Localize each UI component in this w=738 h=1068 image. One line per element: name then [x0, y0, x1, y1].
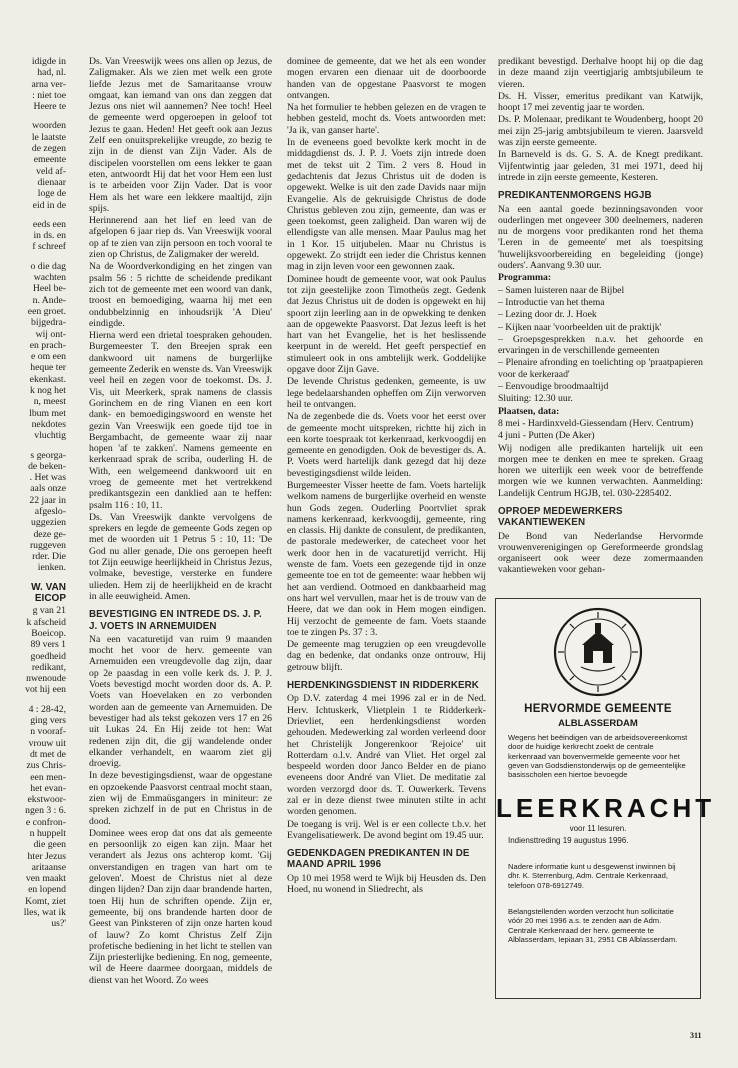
article-paragraph: Na het formulier te hebben gelezen en de vragen te hebben gesteld, mocht ds. Voets antwoorden met: 'Ja ik, van ganser harte'.: [287, 102, 486, 136]
article-paragraph: Herinnerend aan het lief en leed van de afgelopen 6 jaar riep ds. Van Vreeswijk vooral op af te zien van zijn persoon en toch vooral te zien op Christus, de Zaligmaker der wereld.: [89, 215, 272, 261]
fragment-c: eeds een in ds. en f schreef: [32, 218, 66, 253]
ad-city: ALBLASSERDAM: [558, 718, 638, 729]
fragment-a: idigde in had, nl. arna ver- : niet toe Heere te: [31, 56, 66, 113]
article-paragraph: Na een aantal goede bezinningsavonden voor ouderlingen met ongeveer 300 deelnemers, naderen nu de morgens voor predikanten rond het thema 'Leren in de gemeente' met als toespitsing 'huwelijksvoorbereiding en begeleiding (jonge) ouders'. Aanvang 9.30 uur.: [498, 203, 703, 272]
article-paragraph: Op 10 mei 1958 werd te Wijk bij Heusden ds. Den Hoed, nu wonend in Sliedrecht, als: [287, 872, 486, 896]
article-paragraph: predikant bevestigd. Derhalve hoopt hij op die dag in deze maand zijn veertigjarig ambtsjubileum te vieren.: [498, 56, 703, 90]
article-paragraph: De toegang is vrij. Wel is er een collecte t.b.v. het Evangelisatiewerk. De avond begint om 19.45 uur.: [287, 818, 486, 841]
program-item: – Groepsgesprekken n.a.v. het gehoorde en ervaringen in de verschillende gemeenten: [498, 333, 703, 357]
article-paragraph: Dominee houdt de gemeente voor, wat ook Paulus tot zijn geestelijke zoon Timotheüs zegt. Gedenk dat Jezus Christus uit de doden is opgewekt en hij spoort zijn leerling aan in de opwekking te denken aan de opgewekte Paasvorst. Dat Jezus leeft is het hart van het Evangelie, het is het beslissende keerpunt in de wereld. Het geeft perspectief en stimuleert ook in ons ambtelijk werk. Goddelijke opgave door Zijn Gave.: [287, 273, 486, 376]
article-paragraph: De Bond van Nederlandse Hervormde vrouwenverenigingen op Gereformeerde grondslag organiseert ook weer deze zomermaanden vakantieweken voor gehan-: [498, 530, 703, 576]
church-seal-logo: [553, 607, 643, 697]
article-paragraph: De levende Christus gedenken, gemeente, is uw lege bedelaarshanden opheffen om Zijn verworven heil te ontvangen.: [287, 376, 486, 410]
fragment-heading: W. VAN EICOP: [31, 581, 66, 605]
ad-hours: voor 11 lesuren.: [569, 824, 627, 833]
article-paragraph: In de eveneens goed bevolkte kerk mocht in de middagdienst ds. J. P. J. Voets zijn intrede doen met de tekst uit 2 Tim. 2 vers 8. Houd in gedachtenis dat Jezus Christus uit de doden is opgewekt. Welke is uit den zade Davids naar mijn Evangelie. Als de gekruisigde Christus de dode Christus gebleven zou zijn, gemeente, dan was er geen toekomst, geen zaligheid. Dan waren wij de ellendigste van alle mensen. Maar Paulus mag het in 1 Kor. 15 uitjubelen. Maar nu Christus is opgewekt. Zo strijdt een ieder die Christus kennen mag in zijn leven voor een gewonnen zaak.: [287, 137, 486, 273]
fragment-d: o die dag wachten Heel be- n. Ande- een groet. bijgedra- wij ont- en prach- e om een heque ter ekenkast. k nog het n, meest lbum met nekdotes vluchtig: [27, 260, 66, 442]
place-item: 4 juni - Putten (De Aker): [498, 430, 595, 442]
article-paragraph: Ds. P. Molenaar, predikant te Woudenberg, hoopt 20 mei zijn 25-jarig ambtsjubileum te vieren. Jaarsveld was zijn eerste gemeente.: [498, 114, 703, 149]
section-heading-gedenkdagen: GEDENKDAGEN PREDIKANTEN IN DE MAAND APRIL 1996: [287, 848, 470, 871]
section-heading-bevestiging: BEVESTIGING EN INTREDE DS. J. P. J. VOETS IN ARNEMUIDEN: [89, 609, 262, 632]
column-1: [89, 56, 272, 987]
article-paragraph: Wij nodigen alle predikanten hartelijk uit een morgen mee te denken en mee te spreken. Graag horen we uiterlijk een week voor de betreffende morgen wie we kunnen verwachten. Aanmelding: Landelijk Centrum HGJB, tel. 030-2285402.: [498, 442, 703, 499]
program-list: [498, 285, 703, 405]
places-label: Plaatsen, data:: [498, 405, 560, 417]
fragment-b: woorden le laatste de zegen emeente veld af- dienaar loge de eid in de: [31, 120, 66, 211]
program-item: – Samen luisteren naar de Bijbel: [498, 284, 625, 296]
article-paragraph: De gemeente mag terugzien op een vreugdevolle dag en bedenke, dat ondanks onze ontrouw, Hij getrouw blijft.: [287, 639, 486, 673]
ad-contact-info: Nadere informatie kunt u desgewenst inwinnen bij dhr. K. Sterrenburg, Adm. Centrale Kerkenraad, telefoon 078-6912749.: [508, 862, 676, 890]
ad-start-date: Indiensttreding 19 augustus 1996.: [508, 836, 629, 845]
program-item: – Kijken naar 'voorbeelden uit de praktijk': [498, 321, 662, 333]
left-clipped-column: [0, 56, 66, 931]
program-item: – Plenaire afronding en toelichting op 'praatpapieren voor de kerkeraad': [498, 357, 703, 380]
article-paragraph: Burgemeester Visser heette de fam. Voets hartelijk welkom namens de burgerlijke overheid en wenste hun Gods zegen. Ouderling Poortvliet sprak namens kerkenraad, kerkvoogdij, gemeente, ring en classis. Hij dankte de consulent, de predikanten, de pastorale medewerker, de catecheet voor het werk door hen in de vacaturetijd verricht. Hij wenste de fam. Voets een gezegende tijd in onze gemeente toe en tot de gemeente: waar hebben wij het aan verdiend. Ootmoed en dankbaarheid mag ons hart wel vervullen, maar het is de trouw van de Heere, dat we dan ook in Hem mogen eindigen. Hij verzocht de gemeente de fam. Voets staande toe te zingen Ps. 37 : 3.: [287, 479, 486, 638]
article-paragraph: Na de Woordverkondiging en het zingen van psalm 56 : 5 richtte de scheidende predikant zich tot de gemeente met een woord van dank, troost en bemoediging, waarna hij met een ondubbelzinnig en inhoudsrijk 'A Dieu' eindigde.: [89, 261, 272, 329]
ad-job-title: LEERKRACHT: [496, 793, 716, 823]
program-item: – Eenvoudige broodmaaltijd: [498, 381, 609, 393]
ad-organization: HERVORMDE GEMEENTE: [524, 703, 672, 715]
fragment-g: 4 : 28-42, ging vers n vooraf- vrouw uit dt met de zus Chris- een men- het evan- ekstwoor- ngen 3 : 6. e confron- n huppelt die geen hter Jezus aritaanse ven maakt en lopend Komt, ziet lles, wat ik us?': [23, 703, 66, 930]
article-paragraph: Dominee wees erop dat ons dat als gemeente en persoonlijk zo eigen kan zijn. Maar het verandert als Jezus ons achterop komt. 'Gij onverstandigen en tragen van hart om te geloven'. Moest de Christus niet al deze dingen lijden? Dan zijn daar brandende harten, toen Hij hun de schriften opende. Zijn er, gemeente, bij ons brandende harten door de Geest van Pinksteren of zijn onze harten koud of lauw? Zo komt Christus Zelf Zijn profetische bediening in het licht te stellen van Zijn priesterlijke bediening. En nog, gemeente, wil de Heere daarmee doorgaan, middels de dienst van het Woord. Zo wees: [89, 827, 272, 986]
column-2: [287, 56, 486, 896]
program-label: Programma:: [498, 272, 552, 284]
program-item: Sluiting: 12.30 uur.: [498, 393, 573, 405]
article-paragraph: Na de zegenbede die ds. Voets voor het eerst over de gemeente mocht uitspreken, richtte hij zich in een korte toespraak tot kerkenraad, kerkvoogdij en gemeente en genodigden. Ook de bevestiger ds. A. P. Voets werd hartelijk dank gezegd dat hij deze bevestigingsdienst wilde leiden.: [287, 411, 486, 479]
article-paragraph: Op D.V. zaterdag 4 mei 1996 zal er in de Ned. Herv. Ichtuskerk, Vlietplein 1 te Ridderkerk-Drievliet, een herdenkingsdienst worden gehouden. Medewerking zal worden verleend door het Christelijk Jongerenkoor 'Rejoice' uit Rotterdam o.l.v. André van Vliet. Het orgel zal bespeeld worden door Janco Belder en de piano eveneens door André van Vliet. De meditatie zal worden verzorgd door ds. T. Ouwerkerk. Tevens zal er in deze dienst twee minuten stilte in acht worden genomen.: [287, 693, 486, 818]
fragment-f: g van 21 k afscheid Boeicop. 89 vers 1 goedheid redikant, nwenoude vot hij een: [25, 605, 66, 696]
ad-body-text: Wegens het beëindigen van de arbeidsovereenkomst door de huidige kerkrecht zoekt de centrale kerkenraad van bovenvermelde gemeente voor het geven van Godsdienstonderwijs op de gemeentelijke basisscholen een hiertoe bevoegde: [508, 733, 688, 780]
ad-application-info: Belangstellenden worden verzocht hun sollicitatie vóór 20 mei 1996 a.s. te zenden aan de Adm. Centrale Kerkenraad der herv. gemeente te Alblasserdam, Iepiaan 31, 2951 CB Alblasserdam.: [508, 907, 678, 944]
page-number: 311: [690, 1031, 702, 1040]
section-heading-oproep: OPROEP MEDEWERKERS VAKANTIEWEKEN: [498, 505, 623, 529]
section-heading-herdenkingsdienst: HERDENKINGSDIENST IN RIDDERKERK: [287, 680, 479, 692]
job-advertisement: [495, 598, 716, 999]
article-paragraph: Hierna werd een drietal toespraken gehouden. Burgemeester T. den Breejen sprak een dankwoord uit namens de burgerlijke gemeente Zederik en wenste ds. Van Vreeswijk veel heil en zegen voor de toekomst. Ds. J. Vis, uit Meerkerk, sprak namens de classis Gorinchem en de ring Vianen en een kort dank- en bemoedigingswoord en wenste het gezin Van Vreeswijk een goede tijd toe in Bergambacht, de gemeente waar zij naar hopen 'af te zakken'. Namens gemeente en kerkenraad sprak de scriba, ouderling H. de With, een welgemeend dankwoord uit en vroeg de gemeente met het vertrekkend predikantsgezin een danklied aan te heffen: psalm 116 : 10, 11.: [89, 330, 272, 511]
article-paragraph: In Barneveld is ds. G. S. A. de Knegt predikant. Vijfentwintig jaar geleden, 31 mei 1971, deed hij intrede in zijn eerste gemeente, Kesteren.: [498, 149, 703, 183]
column-3: [498, 56, 703, 577]
article-paragraph: Ds. H. Visser, emeritus predikant van Katwijk, hoopt 17 mei zeventig jaar te worden.: [498, 90, 703, 114]
program-item: – Lezing door dr. J. Hoek: [498, 309, 597, 321]
article-paragraph: dominee de gemeente, dat we het als een wonder mogen ervaren een dienaar uit de doorboorde handen van de opgestane Paasvorst te mogen ontvangen.: [287, 56, 486, 101]
program-item: – Introductie van het thema: [498, 296, 605, 308]
article-paragraph: Ds. Van Vreeswijk dankte vervolgens de sprekers en legde de gemeente Gods zegen op met de woorden uit 1 Petrus 5 : 10, 11: 'De God nu aller genade, Die ons geroepen heeft tot Zijn eeuwige heerlijkheid in Christus Jezus, volmake, bevestige, versterke en fundere ulieden. Hem zij de heerlijkheid en de kracht in alle eeuwigheid. Amen.: [89, 511, 272, 602]
article-paragraph: Na een vacaturetijd van ruim 9 maanden mocht het voor de herv. gemeente van Arnemuiden een vreugdevolle dag zijn, daar op 2e paasdag in een volle kerk ds. J. P. J. Voets bevestigd mocht worden door ds. A. P. Voets van Hoevelaken en zo verbonden worden aan de gemeente van Arnemuiden. De bevestiger had als tekst gekozen vers 17 en 26 uit Lukas 24. En Hij zeide tot hen: Wat redenen zijn dit, die gij wandelende onder elkander verhandelt, en waarom ziet gij droevig.: [89, 633, 272, 770]
place-item: 8 mei - Hardinxveld-Giessendam (Herv. Centrum): [498, 417, 694, 429]
section-heading-predikantenmorgens: PREDIKANTENMORGENS HGJB: [498, 190, 652, 202]
article-paragraph: Ds. Van Vreeswijk wees ons allen op Jezus, de Zaligmaker. Als we zien met welk een grote liefde Jezus met de Samaritaanse vrouw omgaat, kan iemand van ons dan zeggen dat Jezus ons niet wil aannemen? Nee toch! Heel de gemeente werd opgeroepen in geloof tot Jezus te gaan. Heden! Het geeft ook aan Jezus Zelf een onuitsprekelijke vreugde, zo bezig te zijn in de dienst van Zijn Vader. Als de discipelen voorstellen om eens lekker te gaan eten, antwoordt Hij dat het voor Hem een lust is te arbeiden voor Zijn Vader. Dat is voor Hem als het ware een lekkere maaltijd, zijn spijs.: [89, 56, 272, 214]
fragment-e: s georga- de beken- . Het was aals onze 22 jaar in afgeslo- uggezien deze ge- ruggeven rder. Die ienken.: [28, 449, 66, 574]
article-paragraph: In deze bevestigingsdienst, waar de opgestane en opzoekende Paasvorst centraal mocht staan, zien wij de Emmaüsgangers in miniteur: ze spreken zichzelf in de put en Christus in de dood.: [89, 770, 272, 827]
